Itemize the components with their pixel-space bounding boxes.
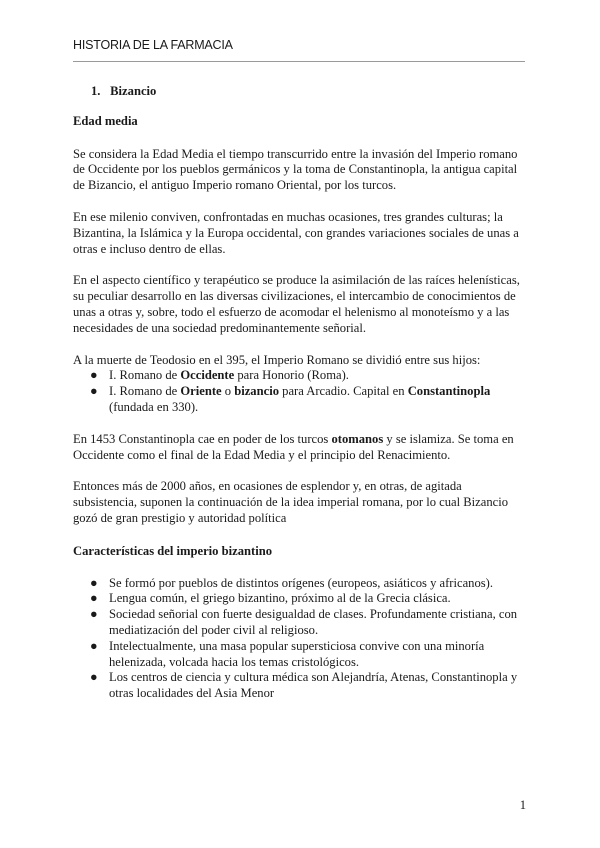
list-item-occidente xyxy=(73,368,528,384)
list-text: I. Romano de xyxy=(109,368,181,383)
list-item: ● Sociedad señorial con fuerte desigualdad de clases. Profundamente cristiana, con mediatización del poder civil al religioso. xyxy=(90,607,518,637)
document-body xyxy=(73,84,528,718)
paragraph-2000-anos: Entonces más de 2000 años, en ocasiones de esplendor y, en otras, de agitada subsistencia, suponen la continuación de la idea imperial romana, por lo cual Bizancio gozó de gran prestigio y autoridad política xyxy=(73,479,509,525)
division-list xyxy=(73,368,528,415)
bold-otomanos: otomanos xyxy=(331,431,384,446)
page-number: 1 xyxy=(519,798,526,812)
list-text: (fundada en 330). xyxy=(109,399,199,414)
list-bold-text: bizancio xyxy=(234,384,279,399)
paragraph-cientifico: En el aspecto científico y terapéutico se produce la asimilación de las raíces helenísticas, su peculiar desarrollo en las diversas civilizaciones, el intercambio de conocimientos de unas a otras y, sobre, todo el esfuerzo de acomodar el helenismo al monoteísmo y a las necesidades de una sociedad predominantemente señorial. xyxy=(73,273,520,335)
header-divider xyxy=(73,61,525,62)
subheading-caracteristicas: Características del imperio bizantino xyxy=(73,543,273,558)
page-header-title: HISTORIA DE LA FARMACIA xyxy=(73,38,233,52)
list-item: ● Se formó por pueblos de distintos orígenes (europeos, asiáticos y africanos). xyxy=(90,575,494,590)
list-text: I. Romano de xyxy=(109,384,181,399)
bullet-icon: ● xyxy=(90,384,98,399)
bullet-icon: ● xyxy=(90,638,98,653)
list-item: ● Los centros de ciencia y cultura médica son Alejandría, Atenas, Constantinopla y otras localidades del Asia Menor xyxy=(90,670,518,701)
bullet-icon: ● xyxy=(90,607,98,622)
section-title: Bizancio xyxy=(110,84,157,98)
list-bold-text: Oriente xyxy=(180,384,222,399)
subheading-edad-media: Edad media xyxy=(73,113,138,128)
paragraph-1453: En 1453 Constantinopla cae en poder de los turcos otomanos y se islamiza. Se toma en Occidente como el final de la Edad Media y el principio del Renacimiento. xyxy=(73,431,514,462)
list-item: ● Intelectualmente, una masa popular supersticiosa convive con una minoría helenizada, volcada hacia los temas cristológicos. xyxy=(90,638,485,669)
paragraph-teodosio: A la muerte de Teodosio en el 395, el Imperio Romano se dividió entre sus hijos: xyxy=(73,352,481,367)
list-text: para Arcadio. Capital en xyxy=(279,384,408,399)
characteristics-list xyxy=(73,576,528,702)
paragraph-edad-media: Se considera la Edad Media el tiempo transcurrido entre la invasión del Imperio romano de Occidente por los pueblos germánicos y la toma de Constantinopla, la antigua capital de Bizancio, el antiguo Imperio romano Oriental, por los turcos. xyxy=(73,146,518,193)
list-bold-text: Occidente xyxy=(180,368,235,383)
section-number: 1. xyxy=(91,84,101,98)
list-item: ● Lengua común, el griego bizantino, próximo al de la Grecia clásica. xyxy=(90,591,451,606)
bullet-icon: ● xyxy=(90,670,98,685)
list-item-oriente xyxy=(73,384,528,416)
paragraph-culturas: En ese milenio conviven, confrontadas en muchas ocasiones, tres grandes culturas; la Bizantina, la Islámica y la Europa occidental, con grandes variaciones sociales de unas a otras e incluso dentro de ellas. xyxy=(73,209,519,256)
list-text: para Honorio (Roma). xyxy=(234,368,349,383)
list-bold-text: Constantinopla xyxy=(407,384,491,399)
bullet-icon: ● xyxy=(90,591,98,606)
bullet-icon: ● xyxy=(90,575,98,590)
list-text: o xyxy=(221,384,235,399)
bullet-icon: ● xyxy=(90,368,98,383)
section-heading xyxy=(73,84,528,100)
